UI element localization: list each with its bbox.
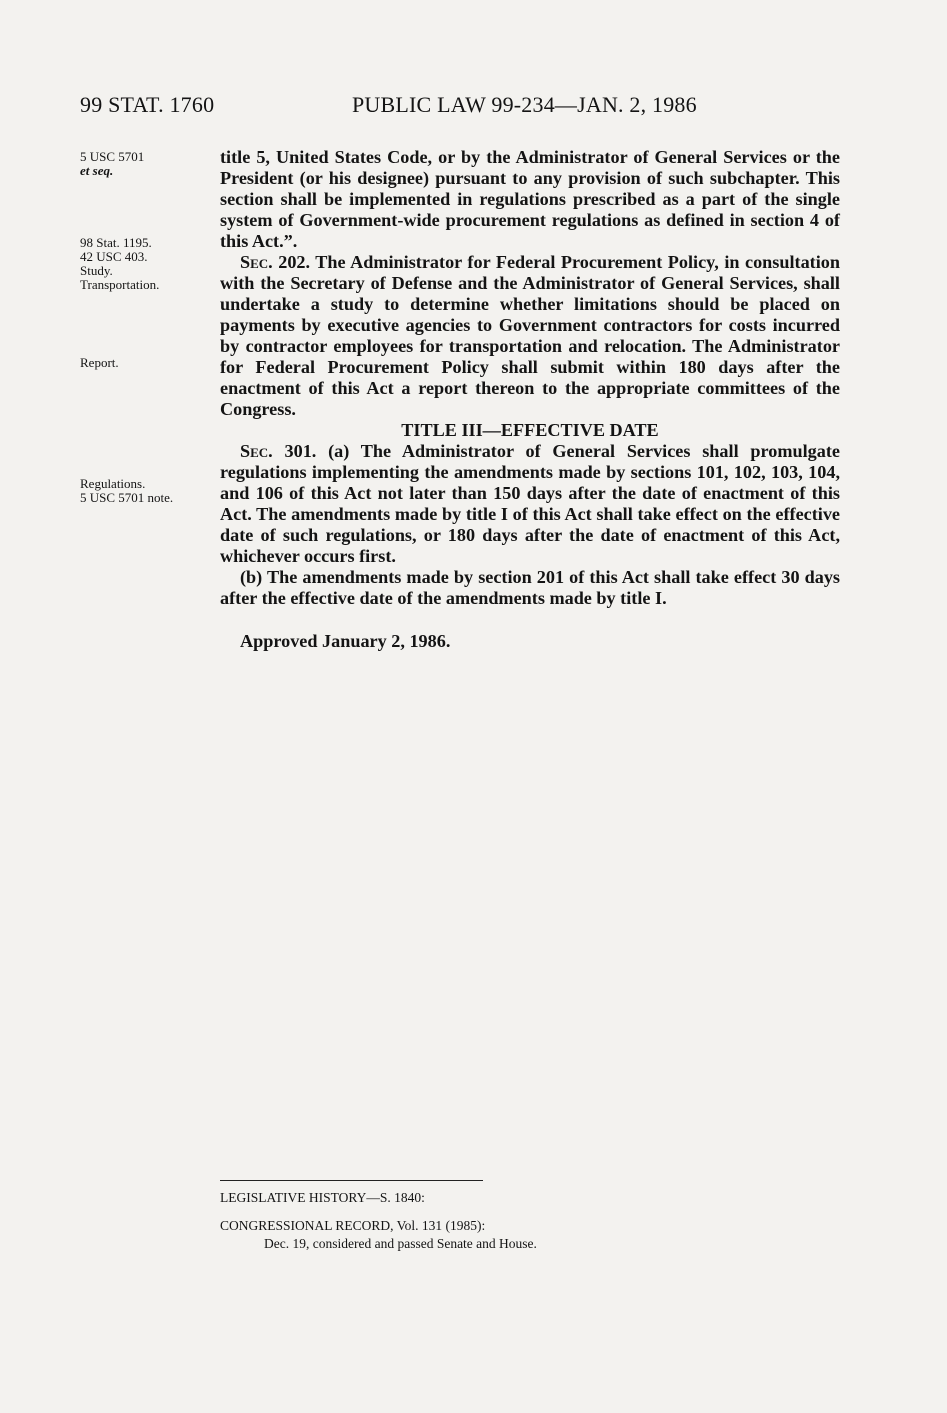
statute-page-number: 99 STAT. 1760 (80, 92, 215, 117)
section-202 (220, 252, 840, 420)
margin-98-stat: 98 Stat. 1195. (80, 235, 152, 250)
section-301-text: (a) The Administrator of General Services shall promulgate regulations implementing the amendments made by sections 101, 102, 103, 104, and 106 of this Act not later than 150 days after the date of enactment of this Act. The amendments made by title I of this Act shall take effect on the effective date of such regulations, or 180 days after the date of enactment of this Act, whichever occurs first. (220, 441, 840, 566)
section-301 (220, 441, 840, 567)
margin-report: Report. (80, 355, 119, 370)
margin-5-usc-note: 5 USC 5701 note. (80, 490, 174, 505)
approval-date: Approved January 2, 1986. (240, 631, 451, 651)
running-header: PUBLIC LAW 99-234—JAN. 2, 1986 (352, 92, 697, 117)
margin-note-group (80, 236, 220, 292)
margin-regulations: Regulations. (80, 476, 146, 491)
margin-note-citation (80, 150, 220, 178)
paragraph-b: (b) The amendments made by section 201 of this Act shall take effect 30 days after the effective date of the amendments made by title I. (220, 567, 840, 608)
margin-study: Study. (80, 263, 113, 278)
margin-note-regs (80, 477, 220, 505)
margin-transportation: Transportation. (80, 277, 160, 292)
legislative-history-heading: LEGISLATIVE HISTORY—S. 1840: (220, 1190, 425, 1205)
section-202-label: Sec. 202. (240, 252, 311, 272)
title-iii-heading: TITLE III—EFFECTIVE DATE (401, 420, 659, 440)
footnote-divider (220, 1180, 483, 1181)
margin-42-usc: 42 USC 403. (80, 249, 148, 264)
margin-usc-5701: 5 USC 5701 (80, 149, 145, 164)
section-301-label: Sec. 301. (240, 441, 317, 461)
congressional-record: CONGRESSIONAL RECORD, Vol. 131 (1985): (220, 1218, 486, 1233)
statute-body (220, 147, 840, 652)
section-202-text: The Administrator for Federal Procurement Policy, in consultation with the Secretary of Defense and the Administrator of General Services, shall undertake a study to determine whether limitations should be placed on payments by executive agencies to Government contractors for costs incurred by contractor employees for transportation and relocation. The Administrator for Federal Procurement Policy shall submit within 180 days after the enactment of this Act a report thereon to the appropriate committees of the Congress. (220, 252, 841, 419)
legislative-action: Dec. 19, considered and passed Senate and House. (264, 1236, 537, 1251)
paragraph-continuation: title 5, United States Code, or by the Administrator of General Services or the President (or his designee) pursuant to any provision of such subchapter. This section shall be implemented in regulations prescribed as a part of the single system of Government-wide procurement regulations as defined in section 4 of this Act.”. (220, 147, 840, 251)
margin-et-seq: et seq. (80, 163, 114, 178)
